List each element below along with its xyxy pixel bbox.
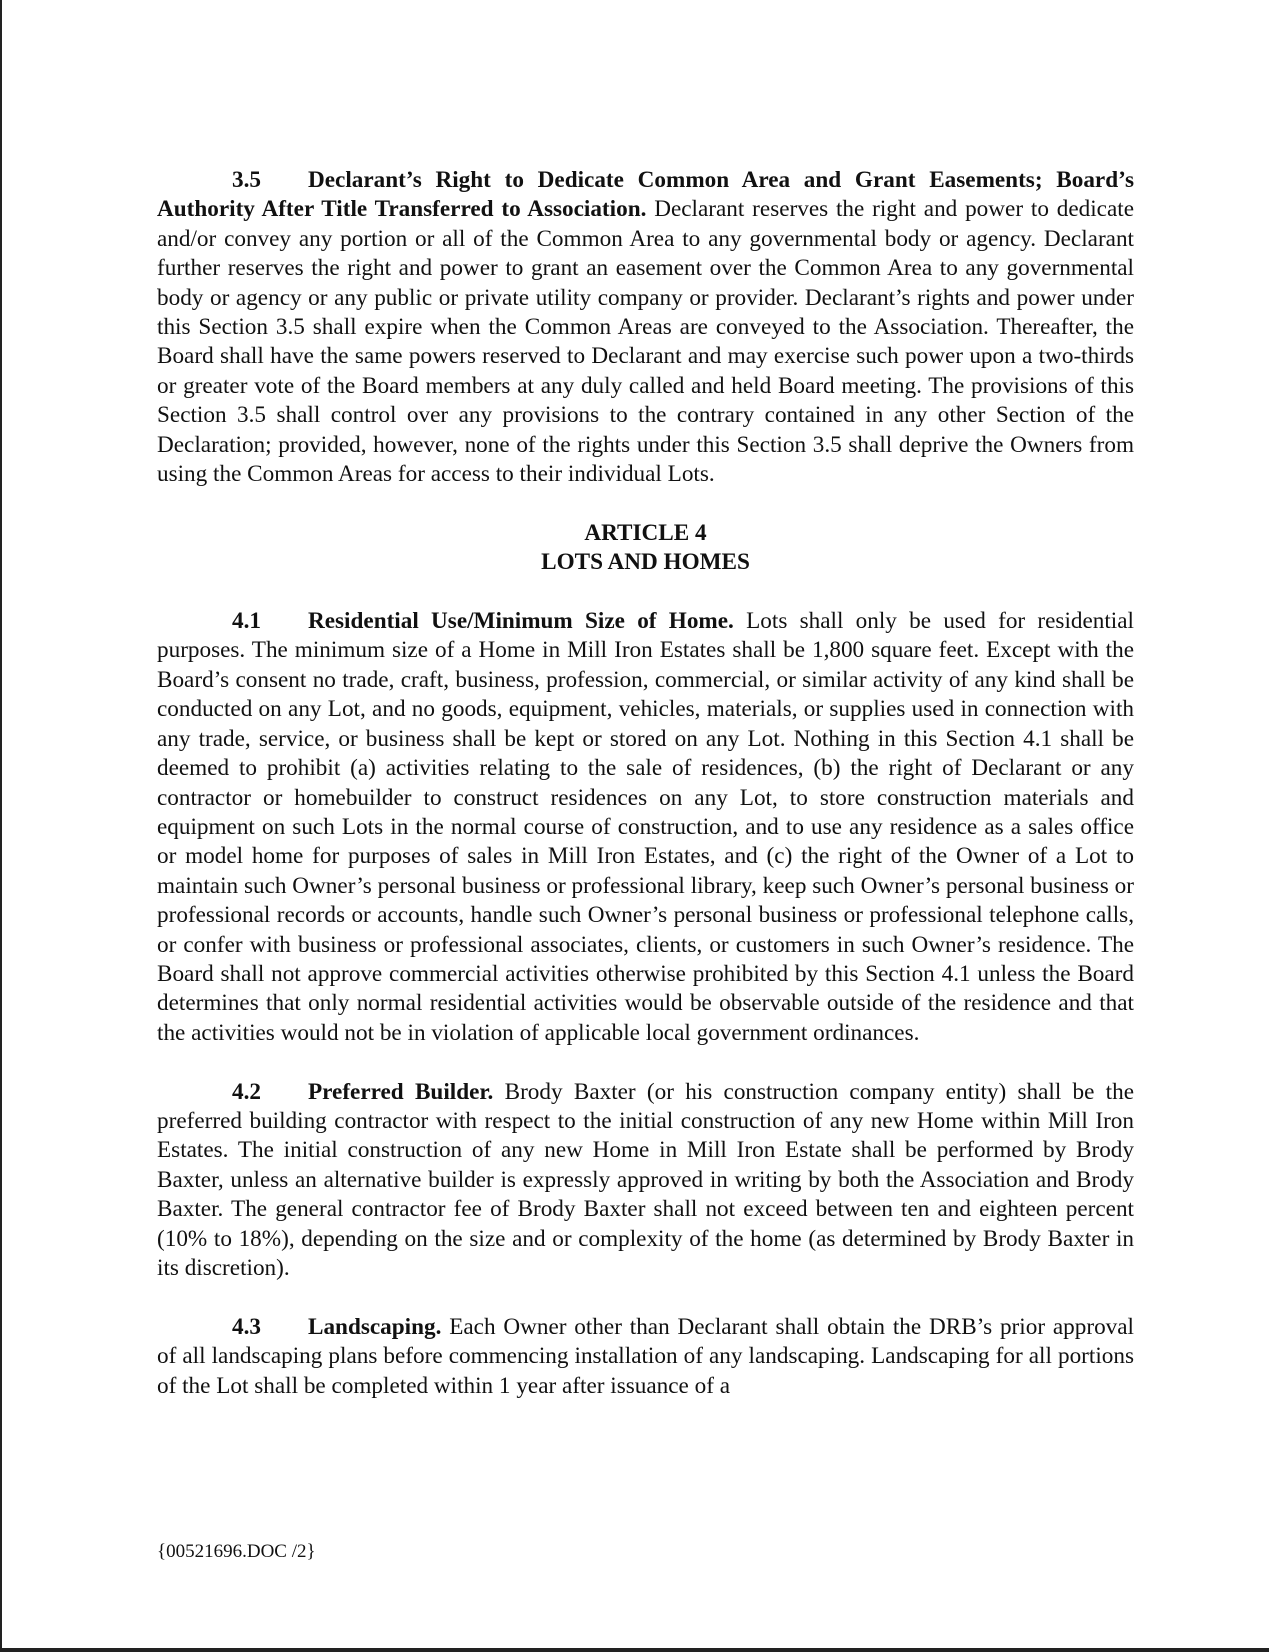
section-body: Lots shall only be used for residential purposes. The minimum size of a Home in Mill Iron Estates shall be 1,800 square feet. Except with the Board’s consent no trade, craft, business, profession, commercial, or similar activity of any kind shall be conducted on any Lot, and no goods, equipment, vehicles, materials, or supplies used in connection with any trade, service, or business shall be kept or stored on any Lot. Nothing in this Section 4.1 shall be deemed to prohibit (a) activities relating to the sale of residences, (b) the right of Declarant or any contractor or homebuilder to construct residences on any Lot, to store construction materials and equipment on such Lots in the normal course of construction, and to use any residence as a sales office or model home for purposes of sales in Mill Iron Estates, and (c) the right of the Owner of a Lot to maintain such Owner’s personal business or professional library, keep such Owner’s personal business or professional records or accounts, handle such Owner’s personal business or professional telephone calls, or confer with business or professional associates, clients, or customers in such Owner’s residence. The Board shall not approve commercial activities otherwise prohibited by this Section 4.1 unless the Board determines that only normal residential activities would be observable outside of the residence and that the activities would not be in violation of applicable local government ordinances. <box>157 608 1134 1046</box>
article-number: ARTICLE 4 <box>584 519 707 546</box>
section-4-1 <box>157 607 1134 1048</box>
article-heading <box>157 519 1134 578</box>
document-footer-id: {00521696.DOC /2} <box>157 1541 316 1562</box>
section-body: Declarant reserves the right and power to dedicate and/or convey any portion or all of the Common Area to any governmental body or agency. Declarant further reserves the right and power to grant an easement over the Common Area to any governmental body or agency or any public or private utility company or provider. Declarant’s rights and power under this Section 3.5 shall expire when the Common Areas are conveyed to the Association. Thereafter, the Board shall have the same powers reserved to Declarant and may exercise such power upon a two-thirds or greater vote of the Board members at any duly called and held Board meeting. The provisions of this Section 3.5 shall control over any provisions to the contrary contained in any other Section of the Declaration; provided, however, none of the rights under this Section 3.5 shall deprive the Owners from using the Common Areas for access to their individual Lots. <box>157 196 1134 488</box>
page-bottom-border <box>2 1648 1269 1652</box>
section-title: Landscaping. <box>308 1313 442 1340</box>
section-number: 4.2 <box>232 1078 261 1105</box>
section-body: Brody Baxter (or his construction company entity) shall be the preferred building contractor with respect to the initial construction of any new Home within Mill Iron Estates. The initial construction of any new Home in Mill Iron Estate shall be performed by Brody Baxter, unless an alternative builder is expressly approved in writing by both the Association and Brody Baxter. The general contractor fee of Brody Baxter shall not exceed between ten and eighteen percent (10% to 18%), depending on the size and or complexity of the home (as determined by Brody Baxter in its discretion). <box>157 1078 1134 1281</box>
section-title: Preferred Builder. <box>308 1078 494 1105</box>
article-title: LOTS AND HOMES <box>541 549 750 576</box>
section-body: Each Owner other than Declarant shall obtain the DRB’s prior approval of all landscaping plans before commencing installation of any landscaping. Landscaping for all portions of the Lot shall be completed within 1 year after issuance of a <box>157 1313 1134 1399</box>
section-3-5 <box>157 166 1134 489</box>
section-title: Declarant’s Right to Dedicate Common Area and Grant Easements; Board’s Authority After Title Transferred to Association. <box>157 167 1134 223</box>
section-4-3 <box>157 1313 1134 1401</box>
section-4-2 <box>157 1078 1134 1284</box>
document-body <box>157 166 1134 1430</box>
section-title: Residential Use/Minimum Size of Home. <box>308 608 734 635</box>
section-number: 4.3 <box>232 1313 261 1340</box>
section-number: 4.1 <box>232 608 261 635</box>
section-number: 3.5 <box>232 167 261 193</box>
